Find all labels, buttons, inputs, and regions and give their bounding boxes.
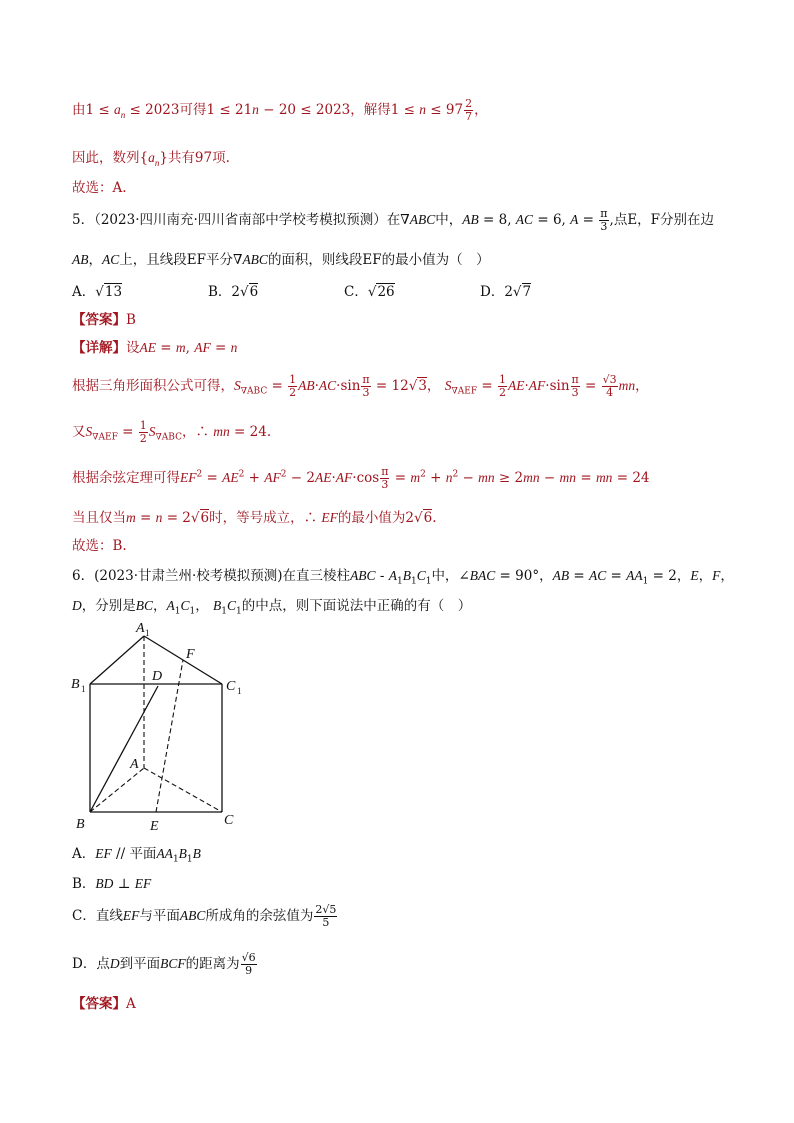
q5-options	[72, 280, 754, 300]
q6-stem-line-1: 6．(2023·甘肃兰州·校考模拟预测)在直三棱柱ABC - $A_1B_1C_1$中，∠BAC = 90°，AB = AC = $AA_1 = 2$，E，F，	[72, 568, 734, 587]
q5-detail-4: 根据余弦定理可得$EF^2 = AE^2 + AF^2 - 2AE\cdot AF\cdot\cos$ $\frac{\pi}{3}$ = $m^2 + n^2$ − mn ≥ 2mn − mn = mn = 24	[72, 465, 650, 491]
math-plane-bcf: BCF	[160, 956, 186, 971]
math-ef-line: EF	[122, 908, 140, 923]
math-min: 2√6.	[405, 510, 437, 526]
solution-line-2: 因此，数列$\{a_n\}$共有97项.	[72, 150, 230, 168]
math-ef: ∴ EF	[303, 510, 338, 526]
math-d: D，	[72, 598, 96, 614]
math-plane-abc: ABC	[179, 908, 206, 923]
math-ef-parallel: EF //	[95, 846, 130, 862]
choice-line-1: 故选：A.	[72, 180, 127, 196]
math-area-aef: $S_{\nabla AEF}$ = $\frac{1}{2}$ AE·AF·sin $\frac{\pi}{3}$ = $\frac{√3}{4}$ mn，	[444, 373, 649, 399]
label-b: B	[76, 817, 85, 832]
prism-figure	[66, 612, 256, 840]
label-f: F	[186, 647, 195, 662]
math-set: AE = m, AF = n	[139, 340, 238, 356]
math-equality: m = n = 2√6	[126, 510, 210, 526]
label-b1-sub: 1	[81, 684, 86, 694]
math-area-abc: $S_{\nabla ABC}$ = $\frac{1}{2}$ AB·AC·sin $\frac{\pi}{3}$ = 12√3，	[234, 373, 441, 399]
math-sides: AB，AC	[72, 252, 120, 268]
q6-option-a: A．EF // 平面$AA_1B_1B$	[72, 846, 201, 865]
q5-choice: 故选：B.	[72, 538, 127, 554]
q5-option-b: B．2√6	[208, 284, 259, 300]
q5-detail-1: 【详解】设AE = m, AF = n	[72, 340, 238, 356]
edge-ac	[144, 768, 222, 812]
q5-stem-line-1: 5．（2023·四川南充·四川省南部中学校考模拟预测）在∇ABC中，AB = 8, AC = 6, A = $\frac{\pi}{3}$ ,点E，F分别在边	[72, 207, 715, 233]
q6-option-c: C．直线EF与平面ABC所成角的余弦值为 $\frac{2√5}{5}$	[72, 903, 337, 929]
math-half-area: $S_{\nabla AEF}$ = $\frac{1}{2}$ $S_{\nabla ABC}$，∴ mn = 24.	[85, 419, 272, 445]
q5-option-d: D．2√7	[480, 284, 532, 300]
math-triangle: ∇ABC	[400, 212, 436, 228]
q5-option-a: A．√13	[72, 284, 123, 300]
math-inequality-n: 1 ≤ 21n − 20 ≤ 2023	[206, 102, 351, 118]
solution-line-1: 由$1 \le a_n \le 2023$可得1 ≤ 21n − 20 ≤ 2023，解得1 ≤ n ≤ 97 $\frac{2}{7}$ ，	[72, 97, 488, 123]
label-b1: B	[71, 677, 80, 692]
math-plane-aa1b1b: $AA_1B_1B$	[156, 846, 201, 865]
math-point-d: D	[109, 956, 120, 971]
math-angle: ∠BAC = 90°，AB = AC = $AA_1 = 2$，E，F，	[458, 568, 734, 587]
edge-ab	[90, 768, 144, 812]
segment-bd	[90, 686, 158, 812]
math-bound: 1 ≤ n ≤ 97 $\frac{2}{7}$ ，	[390, 97, 488, 123]
math-sequence: $\{a_n\}$	[139, 150, 168, 168]
q6-answer: 【答案】A	[72, 996, 136, 1012]
q5-detail-2: 根据三角形面积公式可得，$S_{\nabla ABC}$ = $\frac{1}{2}$ AB·AC·sin $\frac{\pi}{3}$ = 12√3， $S_{\nabla AEF}$ = $\frac{1}{2}$ AE·AF·sin $\frac{\pi}{3}$ = $\frac{√3}{4}$ mn，	[72, 373, 649, 399]
edge-b1a1	[90, 636, 144, 684]
q5-stem-line-2: AB，AC上，且线段EF平分∇ABC的面积，则线段EF的最小值为（ ）	[72, 252, 490, 268]
q5-answer: 【答案】B	[72, 312, 136, 328]
math-perp: BD ⊥ EF	[95, 876, 152, 892]
label-a1-sub: 1	[145, 628, 150, 638]
label-d: D	[152, 669, 163, 684]
label-e: E	[150, 819, 159, 834]
math-triangle-2: ∇ABC	[233, 252, 268, 268]
math-given: AB = 8, AC = 6, A = $\frac{\pi}{3}$ ,	[462, 207, 614, 233]
math-prism: ABC - $A_1B_1C_1$	[350, 568, 432, 587]
math-distance: $\frac{√6}{9}$	[241, 951, 256, 977]
math-segments: BC，$A_1C_1$， $B_1C_1$	[135, 598, 242, 617]
math-cosine-law: $EF^2 = AE^2 + AF^2 - 2AE\cdot AF\cdot\cos$ $\frac{\pi}{3}$ = $m^2 + n^2$ − mn ≥ 2mn − mn = mn = 24	[180, 465, 650, 491]
math-cos-value: $\frac{2√5}{5}$	[315, 903, 337, 929]
label-c: C	[224, 813, 234, 828]
q5-detail-5: 当且仅当m = n = 2√6时，等号成立，∴ EF的最小值为2√6.	[72, 510, 437, 526]
label-a: A	[130, 757, 139, 772]
label-c1-sub: 1	[237, 686, 242, 696]
label-c1: C	[226, 679, 236, 694]
q5-detail-3: 又$S_{\nabla AEF}$ = $\frac{1}{2}$ $S_{\nabla ABC}$，∴ mn = 24.	[72, 419, 272, 445]
math-inequality-an: $1 \le a_n \le 2023$	[85, 102, 180, 120]
label-a1: A	[136, 621, 145, 636]
q5-option-c: C．√26	[344, 284, 395, 300]
q6-stem-line-2: D，分别是BC，$A_1C_1$， $B_1C_1$的中点，则下面说法中正确的有（ ）	[72, 598, 472, 617]
q6-option-b: B．BD ⊥ EF	[72, 876, 152, 892]
q6-option-d: D．点D到平面BCF的距离为 $\frac{√6}{9}$	[72, 951, 256, 977]
